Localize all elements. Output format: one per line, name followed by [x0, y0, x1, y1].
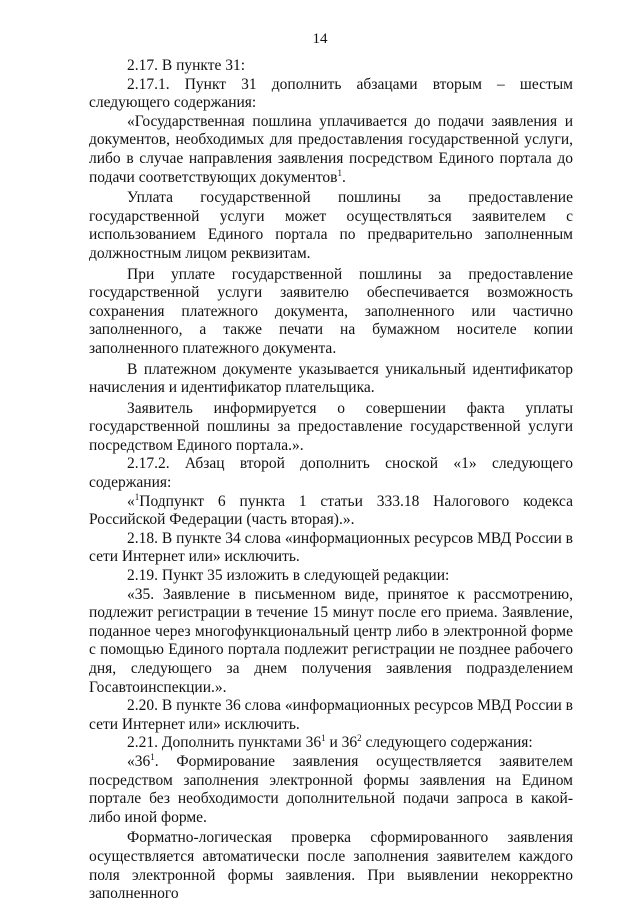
paragraph-35: «35. Заявление в письменном виде, принятое к рассмотрению, подлежит регистрации в течение 15 минут после его приема. Заявление, поданное через многофункциональный центр либо в электронной форме с помощью Единого портала подлежит регистрации не позднее рабочего дня, следующего за днем получения заявления подразделением Госавтоинспекции.». — [89, 585, 573, 696]
paragraph-2-17: 2.17. В пункте 31: — [127, 57, 246, 74]
document-body — [89, 57, 573, 904]
paragraph-end: . — [341, 168, 346, 186]
paragraph-2-17-2: 2.17.2. Абзац второй дополнить сноской «1» следующего содержания: — [89, 455, 573, 492]
paragraph-2-17-1: 2.17.1. Пункт 31 дополнить абзацами вторым – шестым следующего содержания: — [89, 75, 573, 112]
paragraph-notification: Заявитель информируется о совершении факта уплаты государственной пошлины за предоставление государственной услуги посредством Единого портала.». — [89, 399, 573, 454]
paragraph-text: «Государственная пошлина уплачивается до подачи заявления и документов, необходимых для предоставления государственной услуги, либо в случае направления заявления посредством Единого портала до подачи соответствующих документов — [89, 112, 573, 186]
paragraph-payment-document: При уплате государственной пошлины за предоставление государственной услуги заявителю обеспечивается возможность сохранения платежного документа, заполненного или частично заполненного, а также печати на бумажном носителе копии заполненного платежного документа. — [89, 265, 573, 357]
paragraph-2-20: 2.20. В пункте 36 слова «информационных ресурсов МВД России в сети Интернет или» исключить. — [89, 697, 573, 733]
paragraph-2-18: 2.18. В пункте 34 слова «информационных ресурсов МВД России в сети Интернет или» исключить. — [89, 529, 573, 566]
superscript-one: 1 — [321, 733, 326, 744]
paragraph-text: «36 — [127, 752, 151, 770]
paragraph-2-19: 2.19. Пункт 35 изложить в следующей редакции: — [127, 567, 450, 585]
paragraph-identifier: В платежном документе указывается уникальный идентификатор начисления и идентификатор плательщика. — [89, 360, 573, 397]
paragraph-text: 2.21. Дополнить пунктами 36 — [127, 734, 322, 752]
paragraph-text: следующего содержания: — [361, 734, 533, 752]
paragraph-format-check: Форматно-логическая проверка сформированного заявления осуществляется автоматически после заполнения заявителем каждого поля электронной формы заявления. При выявлении некорректно заполненного — [89, 829, 573, 903]
paragraph-2-21 — [89, 734, 573, 753]
paragraph-fee-timing — [89, 113, 573, 187]
footnote-marker: 1 — [337, 167, 342, 178]
paragraph-text: . Формирование заявления осуществляется заявителем посредством заполнения электронной формы заявления на Едином портале без необходимости дополнительной подачи запроса в какой-либо иной форме. — [89, 752, 573, 826]
superscript-one: 1 — [150, 751, 155, 762]
paragraph-footnote-text — [89, 493, 573, 530]
paragraph-text: и 36 — [325, 734, 358, 752]
paragraph-36-1 — [89, 753, 573, 827]
paragraph-fee-payment: Уплата государственной пошлины за предоставление государственной услуги может осуществляться заявителем с использованием Единого портала по предварительно заполненным должностным лицом реквизитам. — [89, 189, 573, 262]
superscript-two: 2 — [357, 733, 362, 744]
quote-open: « — [127, 492, 135, 510]
page-number: 14 — [312, 31, 328, 47]
paragraph-text: Подпункт 6 пункта 1 статьи 333.18 Налогового кодекса Российской Федерации (часть вторая).». — [89, 492, 573, 529]
footnote-marker: 1 — [134, 491, 140, 502]
